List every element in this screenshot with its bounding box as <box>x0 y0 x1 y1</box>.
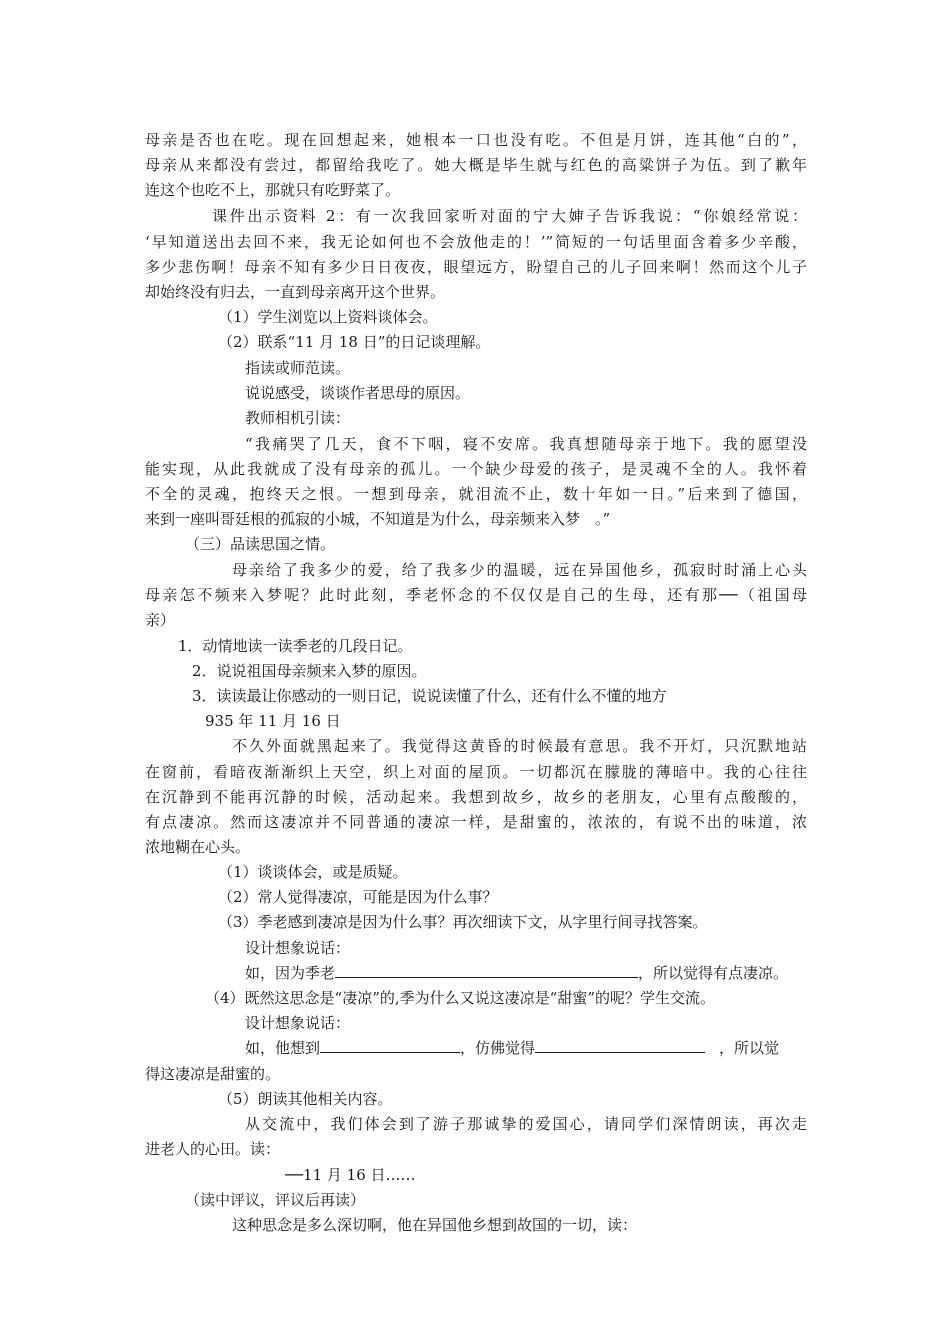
text-line: 却始终没有归去，一直到母亲离开这个世界。 <box>145 283 446 301</box>
list-item: （5）朗读其他相关内容。 <box>218 1090 393 1108</box>
quote-line: 来到一座叫哥廷根的孤寂的小城，不知道是为什么，母亲频来入梦 。” <box>145 510 611 528</box>
list-item: （2）常人觉得凄凉，可能是因为什么事？ <box>218 888 498 906</box>
list-item: （2）联系“11 月 18 日”的日记谈理解。 <box>218 333 491 351</box>
fill-in-prefix: 如，因为季老 <box>245 964 336 982</box>
list-item: 3．读读最让你感动的一则日记，说说读懂了什么，还有什么不懂的地方 <box>192 687 667 705</box>
list-item: 1．动情地读一读季老的几段日记。 <box>178 637 413 655</box>
diary-line: 浓地糊在心头。 <box>145 838 251 856</box>
fill-in-suffix: ，所以觉 <box>719 1039 780 1057</box>
text-line: 多少悲伤啊！母亲不知有多少日日夜夜，眼望远方，盼望自己的儿子回来啊！然而这个儿子 <box>145 258 807 276</box>
list-item: （1）学生浏览以上资料谈体会。 <box>218 308 438 326</box>
section-heading: （三）品读思国之情。 <box>185 535 336 553</box>
answer-blank[interactable] <box>335 961 638 978</box>
diary-line: 有点凄凉。然而这凄凉并不同普通的凄凉一样，是甜蜜的，浓浓的，有说不出的味道，浓 <box>145 813 807 831</box>
text-line: 母亲是否也在吃。现在回想起来，她根本一口也没有吃。不但是月饼，连其他“白的”， <box>145 131 807 149</box>
quote-line: “我痛哭了几天，食不下咽，寝不安席。我真想随母亲于地下。我的愿望没 <box>245 435 807 453</box>
text-line: 这种思念是多么深切啊，他在异国他乡想到故国的一切，读： <box>232 1216 638 1234</box>
answer-blank[interactable] <box>535 1036 705 1053</box>
text-line: （读中评议，评议后再读） <box>185 1191 366 1209</box>
quote-line: 不全的灵魂，抱终天之恨。一想到母亲，就泪流不止，数十年如一日。”后来到了德国， <box>145 485 807 503</box>
text-line: 指读或师范读。 <box>245 359 351 377</box>
diary-line: 在沉静到不能再沉静的时候，活动起来。我想到故乡，故乡的老朋友，心里有点酸酸的， <box>145 788 807 806</box>
diary-line: 在窗前，看暗夜渐渐织上天空，织上对面的屋顶。一切都沉在朦胧的薄暗中。我的心往往 <box>145 763 807 781</box>
list-item: （4）既然这思念是“凄凉”的,季为什么又说这凄凉是“甜蜜”的呢？学生交流。 <box>205 989 715 1007</box>
text-line: 课件出示资料 2：有一次我回家听对面的宁大婶子告诉我说：“你娘经常说： <box>212 207 807 225</box>
text-line: 设计想象说话： <box>245 1014 351 1032</box>
fill-in-prefix: 如，他想到 <box>245 1039 321 1057</box>
text-line: 进老人的心田。读： <box>145 1140 281 1158</box>
list-item: （1）谈谈体会，或是质疑。 <box>218 863 408 881</box>
quote-line: 能实现，从此我就成了没有母亲的孤儿。一个缺少母爱的孩子，是灵魂不全的人。我怀着 <box>145 460 807 478</box>
list-item: 2．说说祖国母亲频来入梦的原因。 <box>192 662 427 680</box>
text-line: ──11 月 16 日…… <box>285 1166 416 1184</box>
text-line: 说说感受，谈谈作者思母的原因。 <box>245 384 471 402</box>
text-line: 母亲给了我多少的爱，给了我多少的温暖，远在异国他乡，孤寂时时涌上心头 <box>232 561 807 579</box>
text-line: 设计想象说话： <box>245 939 351 957</box>
text-line: 教师相机引读： <box>245 409 351 427</box>
list-item: （3）季老感到凄凉是因为什么事？再次细读下文，从字里行间寻找答案。 <box>218 913 708 931</box>
text-line: 得这凄凉是甜蜜的。 <box>145 1065 281 1083</box>
diary-date: 935 年 11 月 16 日 <box>205 712 341 730</box>
diary-line: 不久外面就黑起来了。我觉得这黄昏的时候最有意思。我不开灯，只沉默地站 <box>232 737 807 755</box>
fill-in-middle: ，仿佛觉得 <box>460 1039 536 1057</box>
answer-blank[interactable] <box>320 1036 460 1053</box>
text-line: 亲） <box>145 611 176 629</box>
text-line: 连这个也吃不上，那就只有吃野菜了。 <box>145 181 401 199</box>
text-line: 从交流中，我们体会到了游子那诚挚的爱国心，请同学们深情朗读，再次走 <box>245 1115 807 1133</box>
text-line: 母亲从来都没有尝过，都留给我吃了。她大概是毕生就与红色的高粱饼子为伍。到了歉年 <box>145 156 807 174</box>
text-line: ‘早知道送出去回不来，我无论如何也不会放他走的！’”简短的一句话里面含着多少辛酸， <box>145 233 807 251</box>
fill-in-line <box>245 1036 779 1060</box>
text-line: 母亲怎不频来入梦呢？此时此刻，季老怀念的不仅仅是自己的生母，还有那──（祖国母 <box>145 586 807 604</box>
fill-in-line <box>245 961 788 985</box>
fill-in-suffix: ，所以觉得有点凄凉。 <box>638 964 789 982</box>
